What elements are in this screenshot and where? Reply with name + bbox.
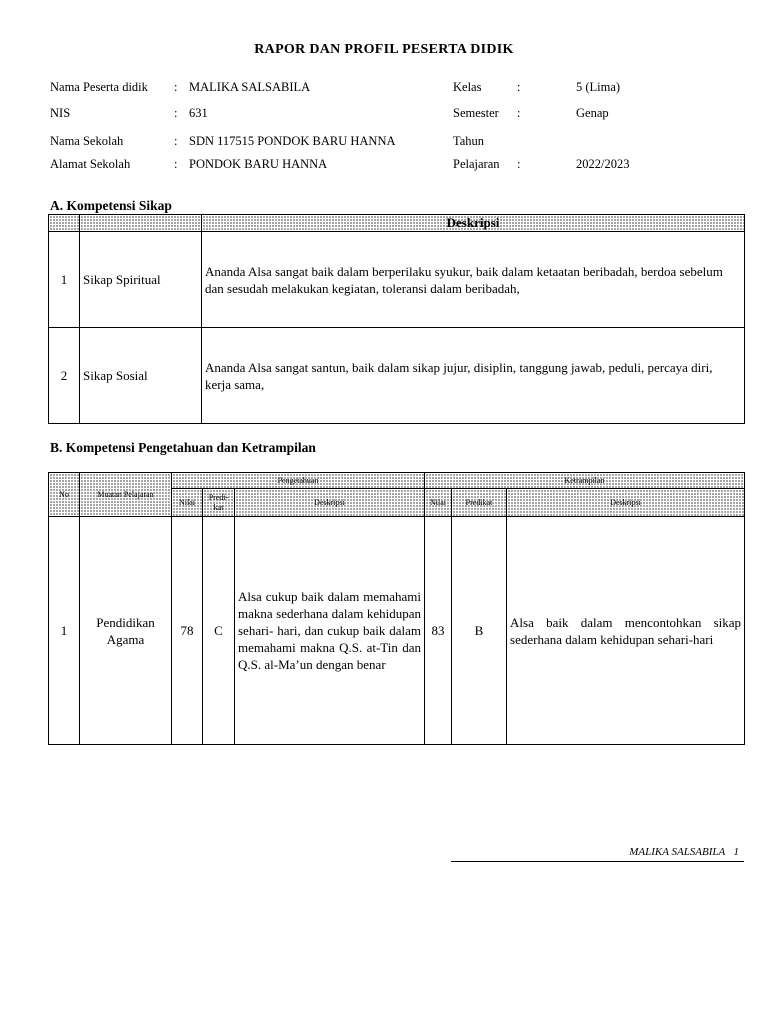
row-desc: Ananda Alsa sangat baik dalam berperilaku syukur, baik dalam ketaatan beribadah, berdoa sebelum dan sesudah melakukan kegiatan, toleransi dalam beribadah,	[202, 232, 745, 328]
header-ketrampilan: Ketrampilan	[425, 473, 745, 489]
row-no: 1	[49, 232, 80, 328]
colon: :	[517, 80, 521, 94]
sekolah-value: SDN 117515 PONDOK BARU HANNA	[189, 134, 396, 148]
row-no: 2	[49, 328, 80, 424]
pelajaran-label: Pelajaran	[453, 157, 500, 171]
colon: :	[174, 134, 178, 148]
row-predikat-pengetahuan: C	[203, 517, 235, 745]
header-deskripsi: Deskripsi	[507, 489, 745, 517]
footer-page-number: 1	[733, 846, 739, 858]
section-a-heading: A. Kompetensi Sikap	[50, 198, 172, 213]
nama-value: MALIKA SALSABILA	[189, 80, 311, 94]
page-title: RAPOR DAN PROFIL PESERTA DIDIK	[254, 42, 514, 57]
colon: :	[517, 106, 521, 120]
sikap-table	[48, 214, 745, 424]
row-no: 1	[49, 517, 80, 745]
header-predikat: Predikat	[452, 489, 507, 517]
row-aspect: Sikap Sosial	[80, 328, 202, 424]
colon: :	[174, 80, 178, 94]
row-mapel: Pendidikan Agama	[80, 517, 172, 745]
header-deskripsi: Deskripsi	[202, 215, 745, 232]
header-predikat: Predi- kat	[203, 489, 235, 517]
header-deskripsi: Deskripsi	[235, 489, 425, 517]
semester-label: Semester	[453, 106, 499, 120]
nis-value: 631	[189, 106, 208, 120]
colon: :	[517, 157, 521, 171]
kelas-value: 5 (Lima)	[576, 80, 621, 94]
tahun-label: Tahun	[453, 134, 485, 148]
header-no: No	[49, 473, 80, 517]
alamat-value: PONDOK BARU HANNA	[189, 157, 328, 171]
nilai-table	[48, 472, 745, 745]
header-blank	[80, 215, 202, 232]
row-nilai-ketrampilan: 83	[425, 517, 452, 745]
alamat-label: Alamat Sekolah	[50, 157, 131, 171]
footer	[451, 846, 739, 858]
row-nilai-pengetahuan: 78	[172, 517, 203, 745]
row-predikat-ketrampilan: B	[452, 517, 507, 745]
row-desc: Ananda Alsa sangat santun, baik dalam sikap jujur, disiplin, tanggung jawab, peduli, percaya diri, kerja sama,	[202, 328, 745, 424]
kelas-label: Kelas	[453, 80, 482, 94]
section-b-heading: B. Kompetensi Pengetahuan dan Ketrampilan	[50, 440, 316, 455]
colon: :	[174, 157, 178, 171]
row-desc-ketrampilan: Alsa baik dalam mencontohkan sikap sederhana dalam kehidupan sehari-hari	[507, 517, 745, 745]
semester-value: Genap	[576, 106, 609, 120]
footer-divider	[451, 861, 744, 862]
sekolah-label: Nama Sekolah	[50, 134, 124, 148]
header-nilai: Nilai	[425, 489, 452, 517]
pelajaran-value: 2022/2023	[576, 157, 630, 171]
row-aspect: Sikap Spiritual	[80, 232, 202, 328]
header-nilai: Nilai	[172, 489, 203, 517]
nis-label: NIS	[50, 106, 71, 120]
colon: :	[174, 106, 178, 120]
header-blank	[49, 215, 80, 232]
header-pengetahuan: Pengetahuan	[172, 473, 425, 489]
row-desc-pengetahuan: Alsa cukup baik dalam memahami makna sederhana dalam kehidupan sehari- hari, dan cukup baik dalam memahami makna Q.S. at-Tin dan Q.S. al-Ma’un dengan benar	[235, 517, 425, 745]
footer-name: MALIKA SALSABILA	[629, 846, 726, 858]
header-mapel: Muatan Pelajaran	[80, 473, 172, 517]
nama-label: Nama Peserta didik	[50, 80, 148, 94]
